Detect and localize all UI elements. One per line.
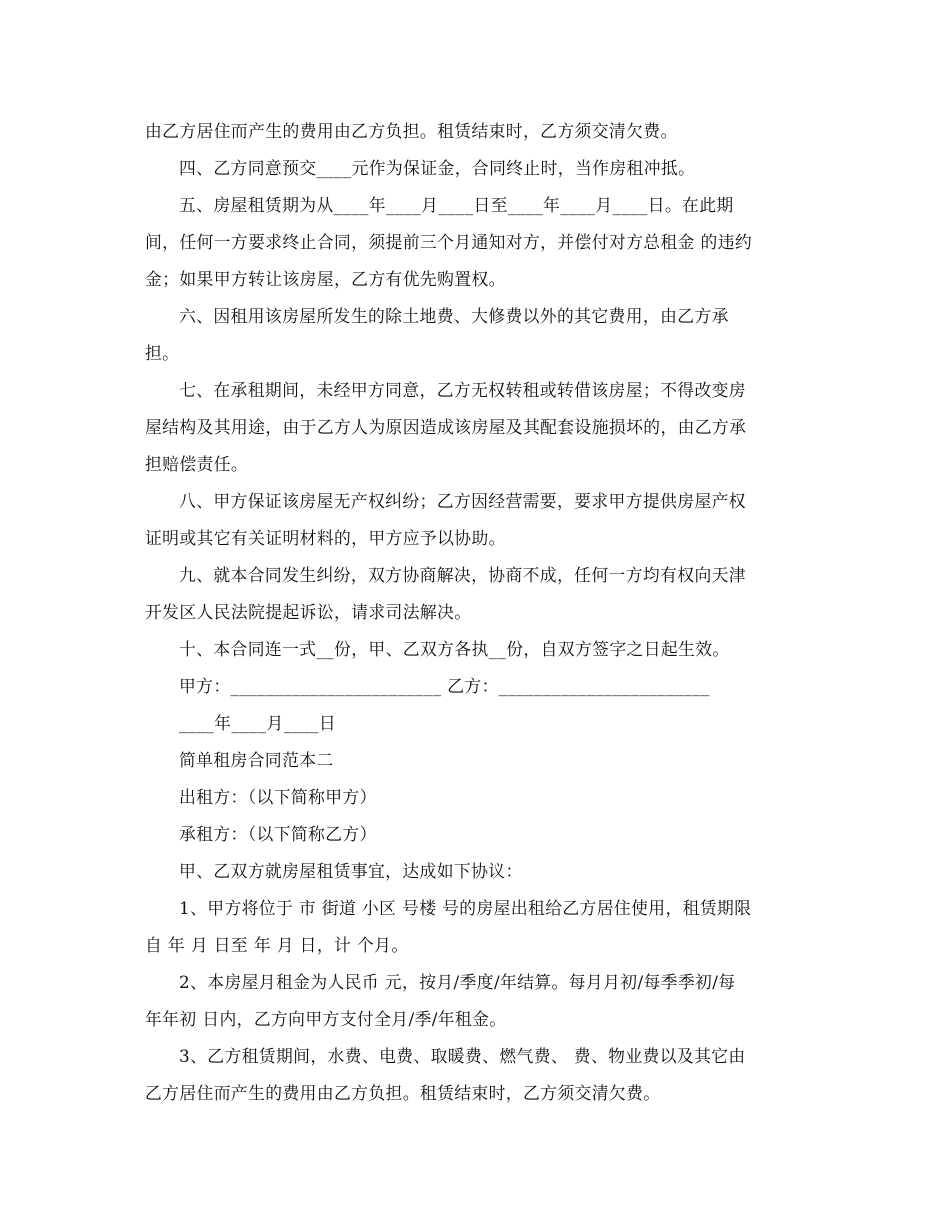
text-line: 3、乙方租赁期间，水费、电费、取暖费、燃气费、 费、物业费以及其它由: [179, 1046, 746, 1066]
text-line: 七、在承租期间，未经甲方同意，乙方无权转租或转借该房屋；不得改变房: [179, 380, 746, 400]
text-line: 六、因租用该房屋所发生的除土地费、大修费以外的其它费用，由乙方承: [179, 306, 729, 326]
text-line: 屋结构及其用途，由于乙方人为原因造成该房屋及其配套设施损坏的，由乙方承: [145, 417, 747, 437]
text-line: 承租方：（以下简称乙方）: [179, 824, 377, 844]
text-line: 甲、乙双方就房屋租赁事宜，达成如下协议：: [179, 861, 523, 881]
text-line: 自 年 月 日至 年 月 日，计 个月。: [145, 935, 409, 955]
text-line: 五、房屋租赁期为从____年____月____日至____年____月____日。在此期: [179, 195, 734, 215]
text-line: 甲方：________________________ 乙方：________________________: [179, 676, 710, 696]
text-line: 开发区人民法院提起诉讼，请求司法解决。: [145, 602, 472, 622]
text-line: 担。: [145, 343, 180, 363]
text-line: 由乙方居住而产生的费用由乙方负担。租赁结束时，乙方须交清欠费。: [145, 121, 678, 141]
text-line: 乙方居住而产生的费用由乙方负担。租赁结束时，乙方须交清欠费。: [145, 1083, 661, 1103]
text-line: 金；如果甲方转让该房屋，乙方有优先购置权。: [145, 269, 506, 289]
document-body: [145, 113, 815, 1112]
text-line: 十、本合同连一式__份，甲、乙双方各执__份，自双方签字之日起生效。: [179, 639, 730, 659]
text-line: ____年____月____日: [179, 713, 337, 733]
text-line: 八、甲方保证该房屋无产权纠纷；乙方因经营需要，要求甲方提供房屋产权: [179, 491, 746, 511]
text-line: 1、甲方将位于 市 街道 小区 号楼 号的房屋出租给乙方居住使用，租赁期限: [179, 898, 752, 918]
text-line: 出租方：（以下简称甲方）: [179, 787, 377, 807]
text-line: 简单租房合同范本二: [179, 750, 334, 770]
text-line: 证明或其它有关证明材料的，甲方应予以协助。: [145, 528, 506, 548]
text-line: 2、本房屋月租金为人民币 元，按月/季度/年结算。每月月初/每季季初/每: [179, 972, 736, 992]
text-line: 担赔偿责任。: [145, 454, 249, 474]
text-line: 间，任何一方要求终止合同，须提前三个月通知对方，并偿付对方总租金 的违约: [145, 232, 753, 252]
text-line: 四、乙方同意预交____元作为保证金，合同终止时，当作房租冲抵。: [179, 158, 696, 178]
text-line: 年年初 日内，乙方向甲方支付全月/季/年租金。: [145, 1009, 507, 1029]
text-line: 九、就本合同发生纠纷，双方协商解决，协商不成，任何一方均有权向天津: [179, 565, 746, 585]
